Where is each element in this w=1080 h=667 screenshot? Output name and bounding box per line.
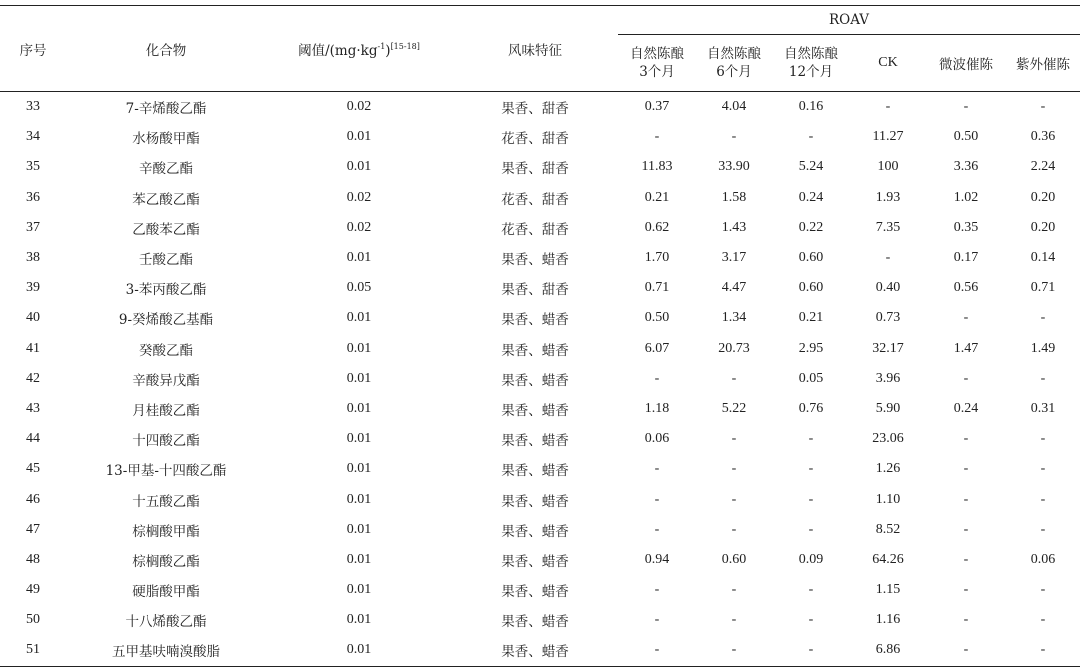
cell-ck: 1.93	[875, 189, 901, 205]
header-seq: 序号	[0, 6, 66, 92]
cell-natural-6m: -	[731, 431, 737, 447]
cell-microwave: 0.35	[953, 219, 979, 235]
cell-natural-6m: -	[731, 129, 737, 145]
cell-natural-12m: 0.24	[798, 189, 824, 205]
cell-microwave: -	[963, 521, 969, 537]
cell-threshold: 0.01	[346, 612, 372, 628]
cell-natural-6m: -	[731, 461, 737, 477]
cell-natural-6m: -	[731, 370, 737, 386]
cell-natural-6m: 4.04	[721, 99, 747, 115]
cell-seq: 48	[26, 551, 40, 567]
cell-compound: 辛酸乙酯	[139, 161, 193, 178]
cell-natural-12m: 0.09	[798, 551, 824, 567]
cell-natural-6m: 0.60	[721, 551, 747, 567]
table-body	[0, 92, 1080, 667]
cell-natural-6m: -	[731, 521, 737, 537]
cell-natural-3m: 0.94	[644, 551, 670, 567]
cell-natural-3m: -	[654, 521, 660, 537]
cell-natural-12m: -	[808, 612, 814, 628]
cell-natural-3m: -	[654, 129, 660, 145]
cell-seq: 49	[26, 582, 40, 598]
table-row	[0, 122, 1080, 152]
cell-compound: 十八烯酸乙酯	[125, 614, 207, 631]
cell-seq: 38	[26, 250, 40, 266]
header-roav: ROAV	[618, 6, 1080, 35]
cell-natural-3m: 0.21	[644, 189, 670, 205]
cell-natural-6m: 5.22	[721, 400, 747, 416]
table-row	[0, 183, 1080, 213]
cell-seq: 39	[26, 280, 40, 296]
cell-uv: -	[1040, 491, 1046, 507]
cell-uv: 0.14	[1030, 250, 1056, 266]
cell-flavor: 果香、蜡香	[501, 584, 569, 601]
cell-natural-6m: 3.17	[721, 250, 747, 266]
cell-uv: 0.71	[1030, 280, 1056, 296]
cell-ck: 3.96	[875, 370, 901, 386]
table-header	[0, 6, 1080, 92]
cell-compound: 13-甲基-十四酸乙酯	[105, 463, 227, 480]
cell-flavor: 果香、蜡香	[501, 463, 569, 480]
cell-flavor: 果香、甜香	[501, 282, 569, 299]
cell-microwave: -	[963, 431, 969, 447]
cell-threshold: 0.02	[346, 189, 372, 205]
cell-uv: -	[1040, 431, 1046, 447]
cell-natural-6m: -	[731, 491, 737, 507]
cell-ck: 23.06	[872, 431, 904, 447]
table-row	[0, 152, 1080, 182]
cell-microwave: 0.17	[953, 250, 979, 266]
cell-flavor: 果香、蜡香	[501, 402, 569, 419]
cell-natural-6m: 1.58	[721, 189, 747, 205]
cell-natural-6m: 4.47	[721, 280, 747, 296]
cell-natural-12m: -	[808, 461, 814, 477]
cell-compound: 十四酸乙酯	[132, 433, 200, 450]
cell-ck: 1.26	[875, 461, 901, 477]
cell-natural-12m: -	[808, 129, 814, 145]
table-row	[0, 213, 1080, 243]
cell-flavor: 花香、甜香	[501, 131, 569, 148]
cell-natural-12m: 0.60	[798, 250, 824, 266]
cell-ck: 32.17	[872, 340, 904, 356]
cell-natural-6m: 1.43	[721, 219, 747, 235]
cell-compound: 棕榈酸乙酯	[132, 553, 200, 570]
cell-microwave: -	[926, 635, 1006, 666]
cell-ck: 100	[877, 159, 899, 175]
cell-natural-6m: 33.90	[718, 159, 750, 175]
cell-natural-3m: -	[654, 582, 660, 598]
cell-natural-12m: -	[808, 491, 814, 507]
table-row	[0, 635, 1080, 666]
cell-microwave: -	[963, 370, 969, 386]
cell-natural-3m: -	[618, 635, 696, 666]
cell-ck: 7.35	[875, 219, 901, 235]
cell-uv: -	[1040, 99, 1046, 115]
cell-natural-12m: 0.21	[798, 310, 824, 326]
cell-uv: -	[1040, 310, 1046, 326]
cell-natural-3m: 1.18	[644, 400, 670, 416]
cell-uv: 0.36	[1030, 129, 1056, 145]
cell-natural-3m: 6.07	[644, 340, 670, 356]
table-row	[0, 364, 1080, 394]
header-natural-3m-line2: 3个月	[639, 64, 675, 80]
cell-flavor: 果香、甜香	[501, 101, 569, 118]
cell-flavor: 果香、蜡香	[501, 342, 569, 359]
cell-natural-12m: 0.16	[798, 99, 824, 115]
table-row	[0, 273, 1080, 303]
header-compound: 化合物	[66, 6, 266, 92]
cell-natural-3m: -	[654, 370, 660, 386]
cell-natural-3m: 0.37	[644, 99, 670, 115]
cell-ck: 64.26	[872, 551, 904, 567]
cell-threshold: 0.05	[346, 280, 372, 296]
header-threshold	[266, 6, 452, 92]
cell-natural-3m: -	[654, 612, 660, 628]
cell-ck: 1.16	[875, 612, 901, 628]
cell-uv: -	[1040, 521, 1046, 537]
cell-ck: -	[885, 250, 891, 266]
cell-threshold: 0.01	[346, 310, 372, 326]
cell-compound: 乙酸苯乙酯	[132, 221, 200, 238]
cell-natural-6m: -	[696, 635, 772, 666]
cell-ck: 1.15	[875, 582, 901, 598]
cell-flavor: 果香、甜香	[501, 161, 569, 178]
cell-ck: 8.52	[875, 521, 901, 537]
cell-ck: 1.10	[875, 491, 901, 507]
cell-seq: 47	[26, 521, 40, 537]
cell-microwave: 1.02	[953, 189, 979, 205]
cell-flavor: 果香、蜡香	[501, 493, 569, 510]
cell-ck: 0.40	[875, 280, 901, 296]
cell-natural-12m: 5.24	[798, 159, 824, 175]
cell-compound: 棕榈酸甲酯	[132, 523, 200, 540]
table-row	[0, 334, 1080, 364]
cell-natural-3m: 11.83	[641, 159, 673, 175]
cell-threshold: 0.01	[346, 159, 372, 175]
cell-ck: 6.86	[850, 635, 926, 666]
header-natural-12m-line2: 12个月	[788, 64, 834, 80]
header-natural-12m	[772, 35, 850, 92]
cell-seq: 51	[0, 635, 66, 666]
cell-flavor: 果香、蜡香	[501, 372, 569, 389]
cell-seq: 43	[26, 400, 40, 416]
cell-seq: 45	[26, 461, 40, 477]
cell-threshold: 0.01	[346, 491, 372, 507]
cell-compound: 十五酸乙酯	[132, 493, 200, 510]
cell-uv: 0.31	[1030, 400, 1056, 416]
cell-microwave: -	[963, 582, 969, 598]
cell-natural-12m: 0.05	[798, 370, 824, 386]
table-row	[0, 605, 1080, 635]
cell-flavor: 果香、蜡香	[501, 312, 569, 329]
table-row	[0, 545, 1080, 575]
cell-microwave: 0.56	[953, 280, 979, 296]
cell-uv: -	[1006, 635, 1080, 666]
cell-seq: 36	[26, 189, 40, 205]
cell-natural-12m: -	[808, 431, 814, 447]
cell-natural-3m: 1.70	[644, 250, 670, 266]
cell-natural-3m: -	[654, 461, 660, 477]
cell-seq: 46	[26, 491, 40, 507]
roav-table	[0, 5, 1080, 667]
cell-flavor: 果香、蜡香	[501, 433, 569, 450]
cell-uv: 0.06	[1030, 551, 1056, 567]
cell-compound: 硬脂酸甲酯	[132, 584, 200, 601]
cell-compound: 水杨酸甲酯	[132, 131, 200, 148]
cell-natural-12m: 0.76	[798, 400, 824, 416]
cell-uv: -	[1040, 582, 1046, 598]
table-row	[0, 424, 1080, 454]
cell-threshold: 0.01	[346, 521, 372, 537]
cell-seq: 33	[26, 99, 40, 115]
cell-threshold: 0.01	[346, 431, 372, 447]
cell-natural-12m: -	[772, 635, 850, 666]
cell-flavor: 花香、甜香	[501, 191, 569, 208]
cell-microwave: 3.36	[953, 159, 979, 175]
header-threshold-text: 阈值/(mg·kg	[298, 42, 378, 59]
cell-seq: 37	[26, 219, 40, 235]
cell-natural-12m: -	[808, 521, 814, 537]
cell-natural-6m: 20.73	[718, 340, 750, 356]
header-natural-3m	[618, 35, 696, 92]
cell-microwave: -	[963, 461, 969, 477]
header-threshold-ref: [15-18]	[390, 41, 420, 51]
cell-ck: 0.73	[875, 310, 901, 326]
header-natural-12m-line1: 自然陈酿	[784, 46, 838, 62]
cell-seq: 50	[26, 612, 40, 628]
cell-threshold: 0.01	[346, 129, 372, 145]
table-row	[0, 303, 1080, 333]
cell-microwave: 0.50	[953, 129, 979, 145]
cell-ck: 11.27	[872, 129, 904, 145]
cell-flavor: 花香、甜香	[501, 221, 569, 238]
cell-flavor: 果香、蜡香	[452, 635, 618, 666]
cell-threshold: 0.01	[346, 370, 372, 386]
cell-compound: 癸酸乙酯	[139, 342, 193, 359]
header-uv: 紫外催陈	[1006, 35, 1080, 92]
header-flavor: 风味特征	[452, 6, 618, 92]
table-row	[0, 454, 1080, 484]
cell-natural-12m: 0.22	[798, 219, 824, 235]
cell-seq: 42	[26, 370, 40, 386]
cell-microwave: 1.47	[953, 340, 979, 356]
cell-natural-3m: 0.71	[644, 280, 670, 296]
cell-natural-12m: 0.60	[798, 280, 824, 296]
cell-natural-3m: 0.50	[644, 310, 670, 326]
cell-seq: 41	[26, 340, 40, 356]
cell-flavor: 果香、蜡香	[501, 252, 569, 269]
header-threshold-sup: -1	[377, 41, 386, 51]
cell-threshold: 0.02	[346, 219, 372, 235]
cell-seq: 34	[26, 129, 40, 145]
cell-flavor: 果香、蜡香	[501, 523, 569, 540]
cell-uv: 0.20	[1030, 189, 1056, 205]
cell-natural-3m: 0.62	[644, 219, 670, 235]
cell-compound: 五甲基呋喃溴酸脂	[66, 635, 266, 666]
cell-threshold: 0.01	[346, 400, 372, 416]
cell-natural-12m: -	[808, 582, 814, 598]
cell-compound: 7-辛烯酸乙酯	[125, 101, 207, 118]
cell-compound: 辛酸异戊酯	[132, 372, 200, 389]
table-row	[0, 394, 1080, 424]
header-microwave: 微波催陈	[926, 35, 1006, 92]
cell-microwave: -	[963, 551, 969, 567]
header-threshold-close: )	[385, 42, 391, 59]
cell-natural-6m: -	[731, 582, 737, 598]
cell-compound: 9-癸烯酸乙基酯	[118, 312, 214, 329]
cell-ck: -	[885, 99, 891, 115]
cell-uv: 2.24	[1030, 159, 1056, 175]
cell-threshold: 0.01	[346, 551, 372, 567]
cell-seq: 44	[26, 431, 40, 447]
cell-natural-3m: 0.06	[644, 431, 670, 447]
cell-compound: 月桂酸乙酯	[132, 402, 200, 419]
cell-compound: 壬酸乙酯	[139, 252, 193, 269]
cell-threshold: 0.01	[346, 250, 372, 266]
table-row	[0, 515, 1080, 545]
header-natural-6m	[696, 35, 772, 92]
cell-uv: -	[1040, 370, 1046, 386]
cell-natural-12m: 2.95	[798, 340, 824, 356]
header-natural-6m-line1: 自然陈酿	[707, 46, 761, 62]
cell-flavor: 果香、蜡香	[501, 553, 569, 570]
cell-flavor: 果香、蜡香	[501, 614, 569, 631]
cell-microwave: -	[963, 612, 969, 628]
cell-natural-6m: -	[731, 612, 737, 628]
cell-uv: -	[1040, 461, 1046, 477]
cell-microwave: 0.24	[953, 400, 979, 416]
table-row	[0, 243, 1080, 273]
cell-natural-6m: 1.34	[721, 310, 747, 326]
cell-microwave: -	[963, 491, 969, 507]
cell-uv: 0.20	[1030, 219, 1056, 235]
header-natural-3m-line1: 自然陈酿	[630, 46, 684, 62]
cell-microwave: -	[963, 99, 969, 115]
cell-compound: 3-苯丙酸乙酯	[125, 282, 207, 299]
table-row	[0, 92, 1080, 123]
cell-natural-3m: -	[654, 491, 660, 507]
cell-threshold: 0.01	[346, 461, 372, 477]
cell-threshold: 0.02	[346, 99, 372, 115]
cell-seq: 40	[26, 310, 40, 326]
cell-microwave: -	[963, 310, 969, 326]
header-ck: CK	[850, 35, 926, 92]
table-row	[0, 575, 1080, 605]
cell-uv: -	[1040, 612, 1046, 628]
cell-uv: 1.49	[1030, 340, 1056, 356]
cell-seq: 35	[26, 159, 40, 175]
cell-ck: 5.90	[875, 400, 901, 416]
cell-threshold: 0.01	[266, 635, 452, 666]
cell-threshold: 0.01	[346, 340, 372, 356]
cell-compound: 苯乙酸乙酯	[132, 191, 200, 208]
header-natural-6m-line2: 6个月	[716, 64, 752, 80]
table-row	[0, 484, 1080, 514]
cell-threshold: 0.01	[346, 582, 372, 598]
